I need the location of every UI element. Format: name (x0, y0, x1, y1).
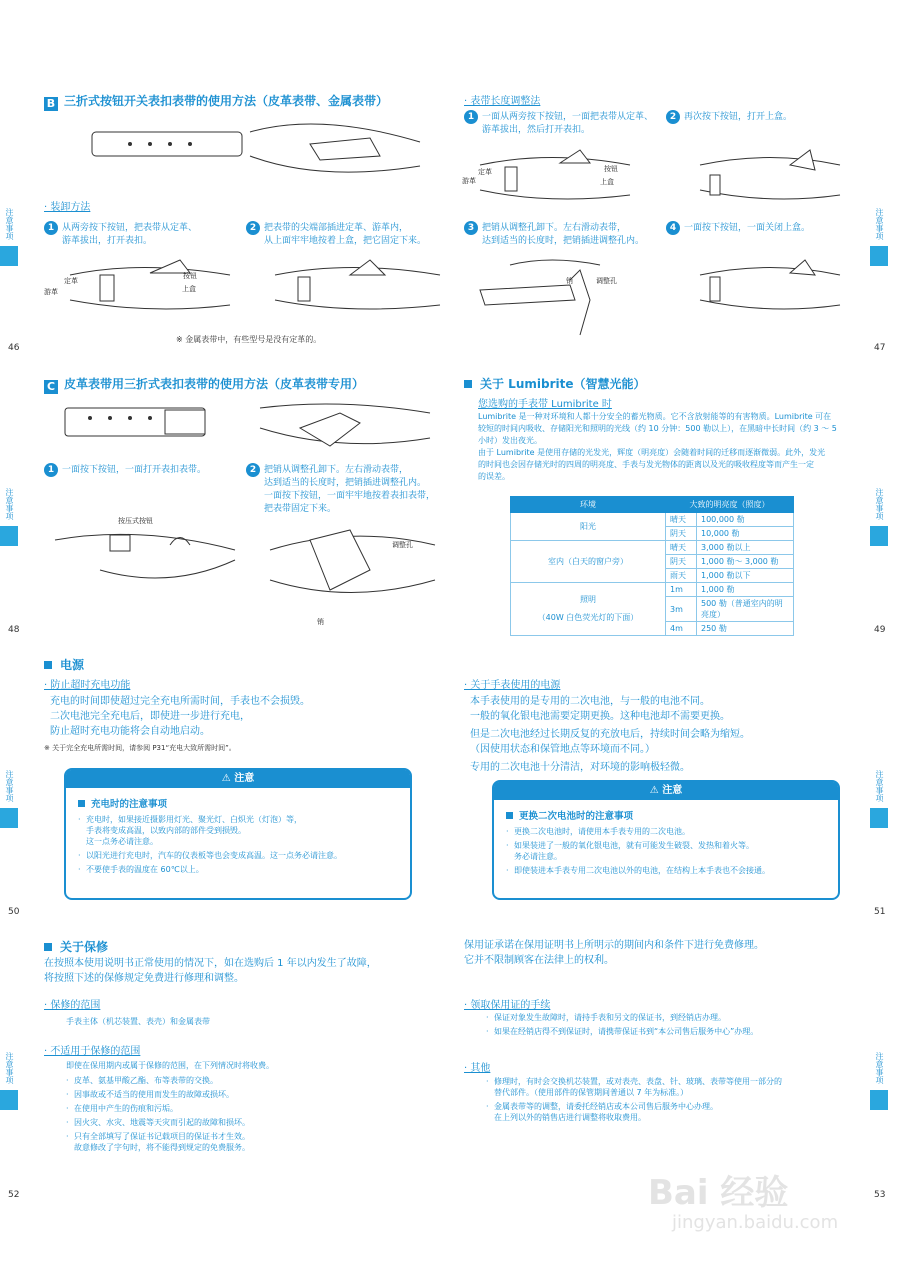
page-number-51: 51 (874, 907, 886, 917)
side-tab-marker (870, 526, 888, 546)
label-anya-button: 按压式按钮 (118, 517, 153, 525)
step-number-2: 2 (246, 463, 260, 477)
list-item: · 以阳光进行充电时，汽车的仪表板等也会变成高温。这一点务必请注意。 (76, 850, 410, 861)
label-tiaozhengkong-47: 调整孔 (596, 277, 617, 285)
caution-header: ⚠ 注意 (66, 770, 410, 788)
side-tab-50: 注意事项 (0, 770, 18, 828)
battery-para-1: 本手表使用的是专用的二次电池，与一般的电池不同。 一般的氧化银电池需要定期更换。这种电池却不需要更换。 (470, 696, 730, 722)
charging-caution-box (64, 768, 412, 900)
label-youge: 游革 (44, 288, 58, 296)
step-number-2: 2 (666, 110, 680, 124)
warranty-scope-text: 手表主体（机芯装置、表壳）和金属表带 (66, 1017, 210, 1026)
list-item: · 因事故或不适当的使用而发生的故障或损坏。 (64, 1089, 424, 1100)
list-item: · 即使装进本手表专用二次电池以外的电池，在结构上本手表也不会接通。 (504, 865, 838, 876)
section-c-badge: C (44, 380, 58, 394)
env-indoor: 室内（白天的窗户旁） (511, 541, 666, 583)
b-step-2: 2 把表带的尖端部插进定革、游革内， 从上面牢牢地按着上盒，把它固定下来。 (246, 222, 446, 248)
lumibrite-subheading: 您选购的手表带 Lumibrite 时 (478, 399, 612, 410)
battery-caution-box (492, 780, 840, 900)
list-item: · 因火灾、水灾、地震等天灾而引起的故障和损坏。 (64, 1117, 424, 1128)
env-sunlight: 阳光 (511, 513, 666, 541)
list-item: · 金属表带等的调整，请委托经销店或本公司售后服务中心办理。 在上列以外的销售店进行调整将收取费用。 (484, 1101, 854, 1123)
lumibrite-paragraph: Lumibrite 是一种对环境和人都十分安全的蓄光物质。它不含放射能等的有害物质。Lumibrite 可在 较短的时间内吸收、存储阳光和照明的光线（约 10 分钟：500 勒以上），在黑暗中长时间（约 3 ～ 5 小时）发出夜光。 由于 Lumibrite 是使用存储的光发光，辉度（明亮度）会随着时间的迁移而逐渐微弱。此外，发光 的时间也会因存储光时的四周的明亮度、手表与发光物体的距离以及光的吸收程度等而产生一定 的误差。 (478, 412, 837, 481)
claim-procedure-subheading: · 领取保用证的手续 (464, 1000, 551, 1011)
label-tiaozhengkong-48: 调整孔 (392, 541, 413, 549)
label-anniu-47: 按钮 (604, 165, 618, 173)
section-c-heading (44, 375, 364, 394)
other-list (484, 1076, 854, 1126)
len-step-3: 3 把销从调整孔卸下。左右滑动表带， 达到适当的长度时，把销插进调整孔内。 (464, 222, 664, 248)
not-covered-list (64, 1075, 424, 1156)
length-illustration-3-4 (470, 255, 850, 340)
list-item: · 不要使手表的温度在 60℃以上。 (76, 864, 410, 875)
page-number-52: 52 (8, 1190, 20, 1200)
section-b-title: 三折式按钮开关表扣表带的使用方法（皮革表带、金属表带） (64, 94, 389, 108)
step-number-3: 3 (464, 221, 478, 235)
length-illustration-1-2 (470, 145, 850, 215)
page-number-48: 48 (8, 625, 20, 635)
power-heading: 电源 (44, 656, 84, 673)
battery-subheading: · 关于手表使用的电源 (464, 680, 561, 691)
c-step-1: 1 一面按下按钮，一面打开表扣表带。 (44, 464, 244, 477)
side-tab-marker (870, 808, 888, 828)
length-adjust-subheading: · 表带长度调整法 (464, 96, 541, 107)
claim-procedure-list (484, 1012, 854, 1040)
section-c-title: 皮革表带用三折式表扣表带的使用方法（皮革表带专用） (64, 377, 365, 391)
list-item: · 在使用中产生的伤痕和污垢。 (64, 1103, 424, 1114)
caution-list (504, 826, 838, 876)
lumibrite-heading: 关于 Lumibrite（智慧光能） (464, 375, 645, 392)
remove-method-subheading: · 装卸方法 (44, 202, 91, 213)
side-tab-52: 注意事项 (0, 1052, 18, 1110)
label-xiao-48: 销 (317, 618, 324, 626)
warranty-promise: 保用证承诺在保用证明书上所明示的期间内和条件下进行免费修理。 它并不限制顾客在法律上的权利。 (464, 940, 764, 966)
section-b-badge: B (44, 97, 58, 111)
label-shanghe-47: 上盒 (600, 178, 614, 186)
section-b-heading (44, 92, 388, 111)
not-covered-intro: 即使在保用期内或属于保修的范围，在下列情况时将收费。 (66, 1061, 274, 1070)
step-number-1: 1 (44, 221, 58, 235)
charge-time-note: ※ 关于完全充电所需时间，请参阅 P31“充电大致所需时间”。 (44, 744, 236, 752)
len-step-4: 4 一面按下按钮，一面关闭上盒。 (666, 222, 866, 235)
side-tab-marker (870, 246, 888, 266)
side-tab-marker (870, 1090, 888, 1110)
caution-title: 充电时的注意事项 (78, 796, 410, 810)
strap-illustration-b (70, 122, 430, 182)
caution-header: ⚠ 注意 (494, 782, 838, 800)
caution-title: 更换二次电池时的注意事项 (506, 808, 838, 822)
table-header-env: 环境 (511, 497, 666, 513)
env-lighting: 照明 （40W 白色荧光灯的下面） (511, 583, 666, 636)
list-item: · 如果装进了一般的氧化银电池，就有可能发生破裂、发热和着火等。 务必请注意。 (504, 840, 838, 862)
side-tab-marker (0, 526, 18, 546)
strap-illustration-c (60, 398, 440, 458)
list-item: · 充电时，如果接近摄影用灯光、聚光灯、白炽光（灯泡）等， 手表将变成高温，以致内部的部件受到损毁。 这一点务必请注意。 (76, 814, 410, 847)
label-shanghe: 上盒 (182, 285, 196, 293)
b-step-1: 1 从两旁按下按钮，把表带从定革、 游革拔出，打开表扣。 (44, 222, 234, 248)
table-header-lux: 大致的明亮度（照度） (666, 497, 794, 513)
list-item: · 保证对象发生故障时，请持手表和另文的保证书，到经销店办理。 (484, 1012, 854, 1023)
not-covered-subheading: · 不适用于保修的范围 (44, 1046, 141, 1057)
lumibrite-table: 环境 大致的明亮度（照度） 阳光 晴天 100,000 勒 阴天 10,000 勒 室内（白天的窗户旁） 晴天 3,000 勒以上 阴天 1,000 勒～ 3,000 勒 雨天 1,000 勒以下 照明 （40W 白色荧光灯的下面） 1m 1,000 勒 3m 500 勒（普通室内的明亮度） 4m 250 勒 (510, 496, 794, 636)
step-number-2: 2 (246, 221, 260, 235)
side-tab-49: 注意事项 (870, 488, 888, 546)
other-subheading: · 其他 (464, 1063, 491, 1074)
step-number-1: 1 (464, 110, 478, 124)
battery-para-2: 但是二次电池经过长期反复的充放电后，持续时间会略为缩短。 （因使用状态和保管地点等环境而不同。） (470, 729, 750, 755)
page-number-46: 46 (8, 343, 20, 353)
side-tab-46: 注意事项 (0, 208, 18, 266)
page-number-47: 47 (874, 343, 886, 353)
label-youge-47: 游革 (462, 177, 476, 185)
watermark-url: jingyan.baidu.com (672, 1212, 839, 1233)
side-tab-51: 注意事项 (870, 770, 888, 828)
side-tab-marker (0, 808, 18, 828)
list-item: · 皮革、氨基甲酸乙酯、布等表带的交换。 (64, 1075, 424, 1086)
len-step-1: 1 一面从两旁按下按钮，一面把表带从定革、 游革拔出，然后打开表扣。 (464, 111, 664, 137)
clasp-illustration-c (50, 520, 440, 620)
label-anniu: 按钮 (183, 272, 197, 280)
warranty-intro: 在按照本使用说明书正常使用的情况下，如在选购后 1 年以内发生了故障， 将按照下述的保修规定免费进行修理和调整。 (44, 958, 377, 984)
list-item: · 只有全部填写了保证书记载项目的保证书才生效。 故意修改了字句时，将不能得到规定的免费服务。 (64, 1131, 424, 1153)
side-tab-marker (0, 1090, 18, 1110)
label-dingge: 定革 (64, 277, 78, 285)
list-item: · 更换二次电池时，请使用本手表专用的二次电池。 (504, 826, 838, 837)
overcharge-subheading: · 防止超时充电功能 (44, 680, 131, 691)
c-step-2: 2 把销从调整孔卸下。左右滑动表带， 达到适当的长度时，把销插进调整孔内。 一面按下按钮，一面牢牢地按着表扣表带， 把表带固定下来。 (246, 464, 446, 516)
page-number-49: 49 (874, 625, 886, 635)
side-tab-48: 注意事项 (0, 488, 18, 546)
side-tab-47: 注意事项 (870, 208, 888, 266)
clasp-illustration-b (50, 255, 450, 330)
battery-para-3: 专用的二次电池十分清洁，对环境的影响极轻微。 (470, 762, 690, 773)
caution-list (76, 814, 410, 875)
list-item: · 如果在经销店得不到保证时，请携带保证书到“本公司售后服务中心”办理。 (484, 1026, 854, 1037)
warranty-scope-subheading: · 保修的范围 (44, 1000, 101, 1011)
step-number-4: 4 (666, 221, 680, 235)
list-item: · 修理时，有时会交换机芯装置，或对表壳、表盘、针、玻璃、表带等使用一部分的 替代部件。（使用部件的保管期间普通以 7 年为标准。） (484, 1076, 854, 1098)
warranty-heading: 关于保修 (44, 938, 108, 955)
page-number-53: 53 (874, 1190, 886, 1200)
side-tab-marker (0, 246, 18, 266)
side-tab-53: 注意事项 (870, 1052, 888, 1110)
label-xiao-47: 销 (566, 277, 573, 285)
overcharge-paragraph: 充电的时间即使超过完全充电所需时间，手表也不会损毁。 二次电池完全充电后，即使进一步进行充电， 防止超时充电功能将会自动地启动。 (50, 696, 310, 737)
page-number-50: 50 (8, 907, 20, 917)
step-number-1: 1 (44, 463, 58, 477)
len-step-2: 2 再次按下按钮，打开上盒。 (666, 111, 866, 124)
metal-strap-note: ※ 金属表带中，有些型号是没有定革的。 (176, 335, 322, 344)
label-dingge-47: 定革 (478, 168, 492, 176)
watermark-logo: Bai 经验 (648, 1173, 789, 1213)
